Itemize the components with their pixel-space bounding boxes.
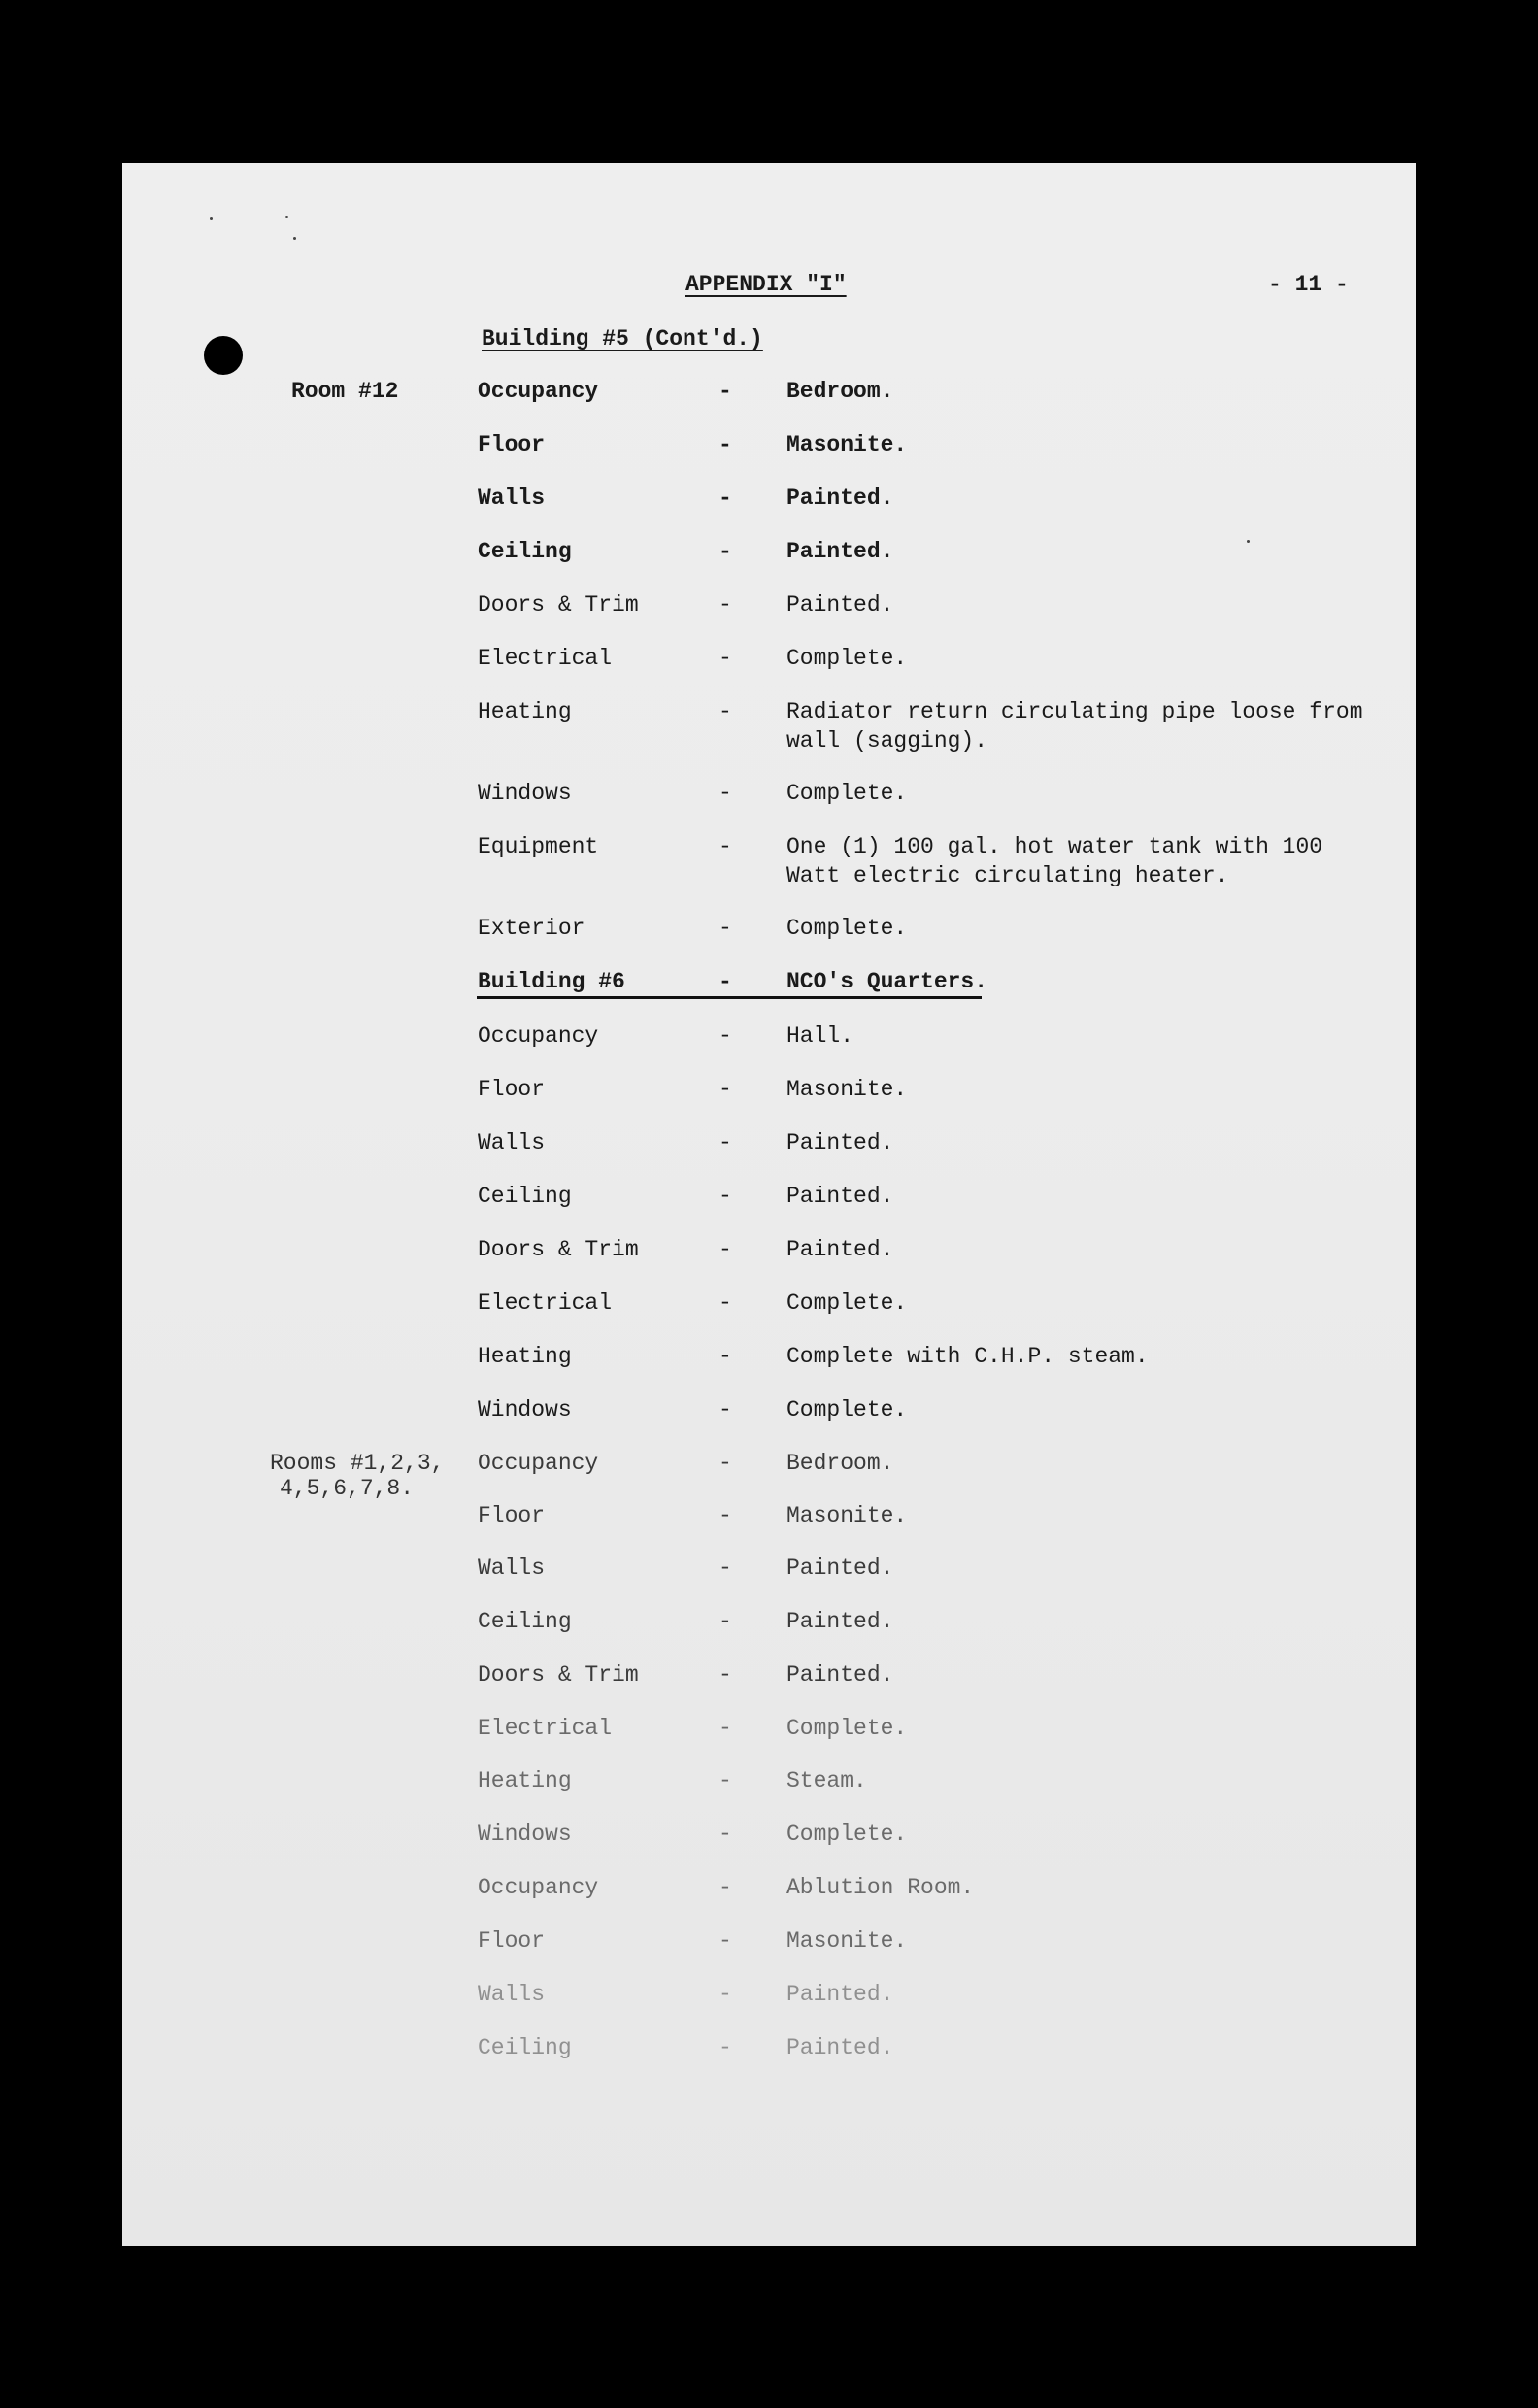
field-value: Painted.	[786, 1982, 894, 2007]
field-dash: -	[719, 379, 732, 404]
list-item	[122, 1820, 1416, 1874]
list-item	[122, 430, 1416, 485]
field-label: Exterior	[478, 916, 585, 941]
field-dash: -	[719, 699, 732, 724]
field-dash: -	[719, 485, 732, 511]
field-dash: -	[719, 1609, 732, 1634]
field-dash: -	[719, 1822, 732, 1847]
heading-underline	[477, 996, 982, 999]
field-value: Masonite.	[786, 1928, 908, 1954]
field-dash: -	[719, 1290, 732, 1316]
field-dash: -	[719, 1077, 732, 1102]
rooms-label-line-2: 4,5,6,7,8.	[280, 1476, 415, 1501]
list-item	[122, 1021, 1416, 1076]
field-value: Bedroom.	[786, 1451, 894, 1476]
field-value: Bedroom.	[786, 379, 894, 404]
paper-speck	[285, 216, 288, 218]
field-dash: -	[719, 1875, 732, 1900]
paper-speck	[210, 217, 213, 220]
field-label: Electrical	[478, 1290, 613, 1316]
field-dash: -	[719, 1662, 732, 1688]
list-item	[122, 590, 1416, 645]
list-item	[122, 1235, 1416, 1289]
field-label: Ceiling	[478, 1609, 572, 1634]
field-value: Painted.	[786, 592, 894, 618]
field-value: Radiator return circulating pipe loose from wall (sagging).	[786, 699, 1363, 753]
field-value: Painted.	[786, 539, 894, 564]
field-label: Occupancy	[478, 1023, 599, 1049]
field-value: Masonite.	[786, 1077, 908, 1102]
field-dash: -	[719, 1768, 732, 1793]
field-label: Heating	[478, 699, 572, 724]
field-label: Windows	[478, 1822, 572, 1847]
field-label: Walls	[478, 485, 546, 511]
list-item	[122, 484, 1416, 538]
field-dash: -	[719, 592, 732, 618]
field-label: Heating	[478, 1344, 572, 1369]
field-value: Complete.	[786, 1397, 908, 1422]
field-label: Ceiling	[478, 539, 572, 564]
field-label: Occupancy	[478, 1451, 599, 1476]
field-dash: -	[719, 1716, 732, 1741]
field-label: Doors & Trim	[478, 1237, 639, 1262]
appendix-title: APPENDIX "I"	[685, 272, 847, 297]
field-dash: -	[719, 1184, 732, 1209]
field-value: Ablution Room.	[786, 1875, 975, 1900]
field-value: Masonite.	[786, 432, 908, 457]
field-label: Walls	[478, 1130, 546, 1155]
field-value: Painted.	[786, 1609, 894, 1634]
list-item	[122, 1607, 1416, 1661]
field-label: Floor	[478, 1077, 546, 1102]
field-label: Electrical	[478, 1716, 613, 1741]
list-item	[122, 914, 1416, 968]
field-dash: -	[719, 1982, 732, 2007]
field-label: Doors & Trim	[478, 1662, 639, 1688]
field-label: Occupancy	[478, 379, 599, 404]
list-item	[122, 1554, 1416, 1608]
field-value: Complete with C.H.P. steam.	[786, 1344, 1149, 1369]
list-item	[122, 779, 1416, 833]
field-dash: -	[719, 834, 732, 859]
paper-speck	[293, 237, 296, 240]
field-dash: -	[719, 1344, 732, 1369]
field-value: Painted.	[786, 485, 894, 511]
field-dash: -	[719, 539, 732, 564]
field-label: Equipment	[478, 834, 599, 859]
field-label: Walls	[478, 1982, 546, 2007]
field-dash: -	[719, 916, 732, 941]
field-dash: -	[719, 1555, 732, 1581]
building-6-heading-dash: -	[719, 969, 732, 994]
list-item	[122, 1660, 1416, 1715]
field-label: Occupancy	[478, 1875, 599, 1900]
rooms-label-line-1: Rooms #1,2,3,	[270, 1451, 445, 1476]
field-dash: -	[719, 1130, 732, 1155]
list-item	[122, 537, 1416, 591]
field-label: Ceiling	[478, 2035, 572, 2060]
list-item	[122, 1128, 1416, 1183]
field-value: Complete.	[786, 1716, 908, 1741]
field-value: Painted.	[786, 1237, 894, 1262]
field-label: Electrical	[478, 646, 613, 671]
field-value: Painted.	[786, 1555, 894, 1581]
list-item	[122, 1873, 1416, 1927]
list-item	[122, 377, 1416, 431]
page-number: - 11 -	[1268, 272, 1349, 297]
list-item	[122, 1766, 1416, 1821]
list-item	[122, 1342, 1416, 1396]
field-dash: -	[719, 1397, 732, 1422]
field-label: Floor	[478, 1928, 546, 1954]
field-value: Painted.	[786, 1130, 894, 1155]
field-dash: -	[719, 781, 732, 806]
list-item	[122, 1182, 1416, 1236]
field-value: Complete.	[786, 916, 908, 941]
field-label: Floor	[478, 1503, 546, 1528]
field-value: Complete.	[786, 1822, 908, 1847]
building-6-heading-label: Building #6	[478, 969, 625, 994]
field-dash: -	[719, 2035, 732, 2060]
building-6-heading	[122, 967, 1416, 1021]
list-item	[122, 1926, 1416, 1981]
document-page	[122, 163, 1416, 2246]
list-item	[122, 1288, 1416, 1343]
field-label: Floor	[478, 432, 546, 457]
field-value: Complete.	[786, 646, 908, 671]
field-value: Complete.	[786, 781, 908, 806]
list-item	[122, 1075, 1416, 1129]
list-item	[122, 1395, 1416, 1450]
punch-hole	[204, 336, 243, 375]
field-label: Heating	[478, 1768, 572, 1793]
field-dash: -	[719, 1503, 732, 1528]
field-label: Windows	[478, 781, 572, 806]
list-item	[122, 2033, 1416, 2088]
list-item	[122, 1980, 1416, 2034]
room-12-label: Room #12	[291, 379, 399, 404]
field-value: Painted.	[786, 1662, 894, 1688]
list-item	[122, 644, 1416, 698]
field-dash: -	[719, 1237, 732, 1262]
field-label: Ceiling	[478, 1184, 572, 1209]
field-value: Painted.	[786, 2035, 894, 2060]
list-item	[122, 1501, 1416, 1555]
field-value: Complete.	[786, 1290, 908, 1316]
field-value: Painted.	[786, 1184, 894, 1209]
field-value: Masonite.	[786, 1503, 908, 1528]
list-item	[122, 832, 1416, 914]
field-value: Hall.	[786, 1023, 854, 1049]
building-5-heading: Building #5 (Cont'd.)	[482, 326, 763, 351]
field-label: Doors & Trim	[478, 592, 639, 618]
field-value: Steam.	[786, 1768, 867, 1793]
field-label: Walls	[478, 1555, 546, 1581]
field-label: Windows	[478, 1397, 572, 1422]
field-value: One (1) 100 gal. hot water tank with 100 Watt electric circulating heater.	[786, 834, 1323, 888]
list-item	[122, 1449, 1416, 1503]
field-dash: -	[719, 1928, 732, 1954]
building-6-heading-value: NCO's Quarters.	[786, 969, 988, 994]
field-dash: -	[719, 1023, 732, 1049]
field-dash: -	[719, 646, 732, 671]
list-item	[122, 697, 1416, 779]
field-dash: -	[719, 432, 732, 457]
list-item	[122, 1714, 1416, 1768]
field-dash: -	[719, 1451, 732, 1476]
